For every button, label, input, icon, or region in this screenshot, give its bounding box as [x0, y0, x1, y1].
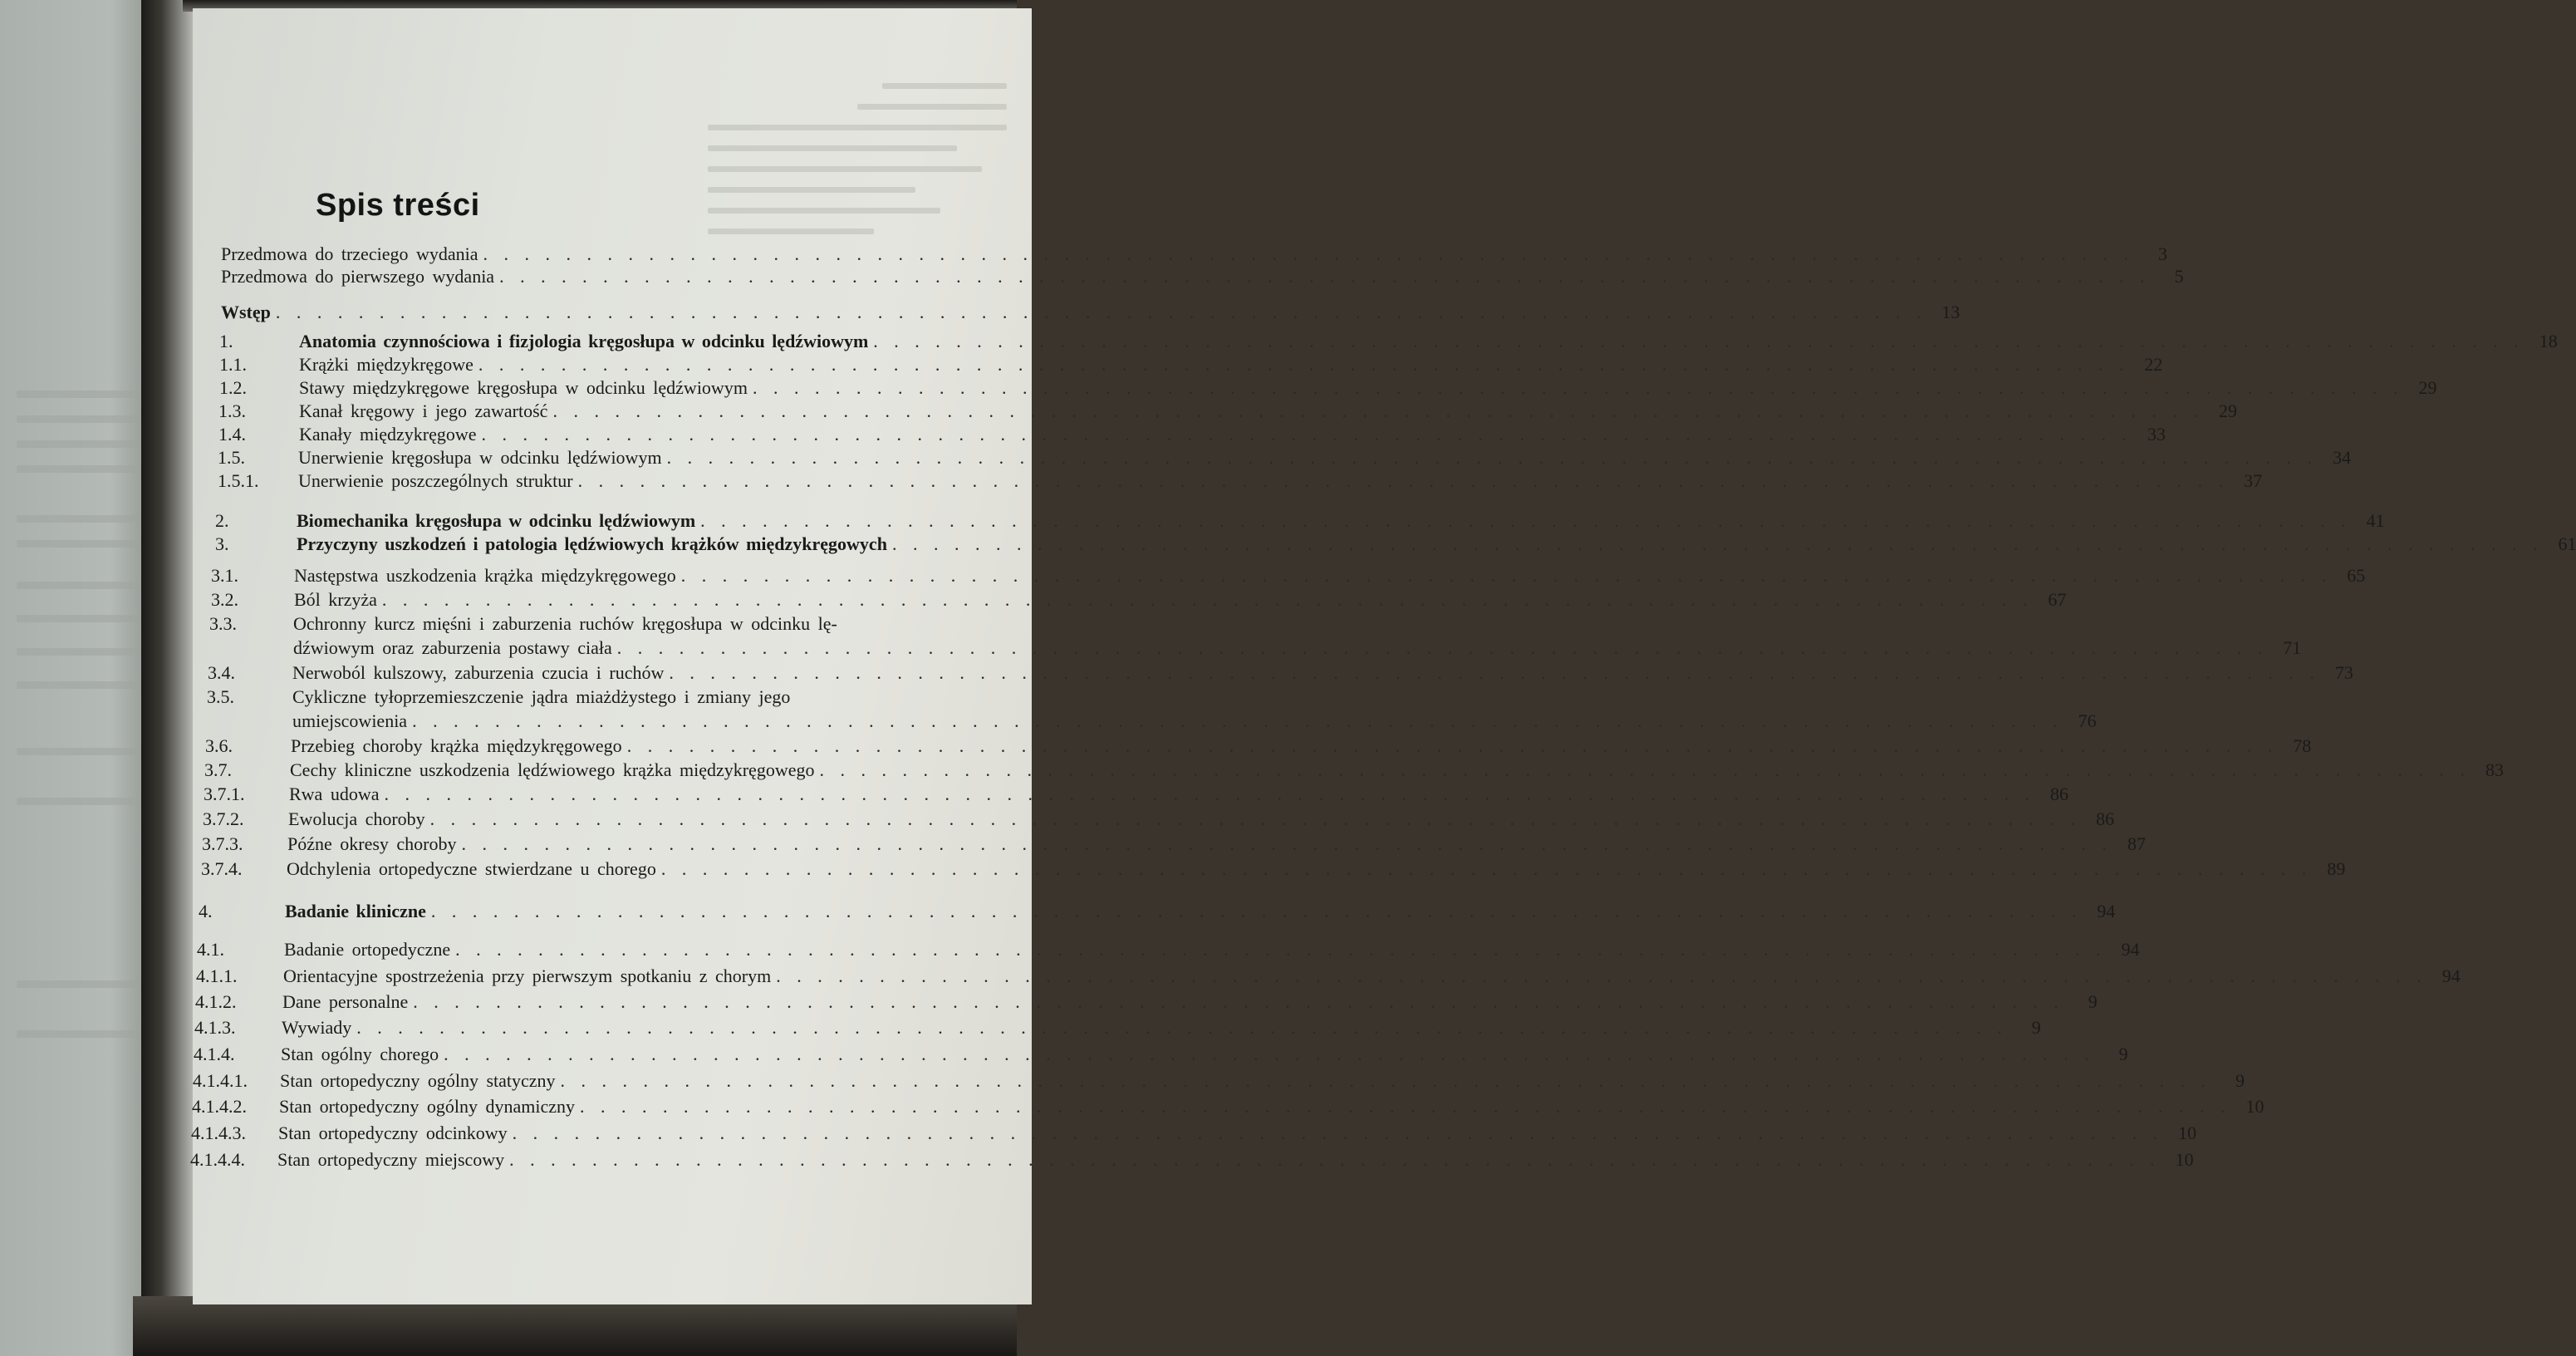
toc-entry-text: Stan ortopedyczny ogólny dynamiczny: [279, 1096, 575, 1117]
toc-entry-number: 4.1.1.: [196, 965, 238, 986]
toc-page-number: 71: [2283, 637, 2302, 658]
toc-page-number: 87: [2127, 833, 2147, 854]
toc-entry-4-1: [197, 937, 2140, 962]
dot-leader: . . . . . . . . . . . . . . . . . . . . . . . . . . . . . . . . . . . . . . . . . . . . . . . . . . . . . . . . . . . . . . . . . . . . . . . . . . . . . . . .: [891, 533, 2544, 554]
toc-entry-text: Przebieg choroby krążka międzykręgowego: [291, 735, 622, 756]
toc-entry-text: Nerwoból kulszowy, zaburzenia czucia i ruchów: [292, 662, 665, 683]
toc-page-number: 94: [2121, 939, 2140, 960]
toc-entry-number: 3.1.: [211, 565, 238, 586]
toc-entry-number: 4.: [199, 901, 213, 921]
toc-entry-number: 1.1.: [219, 354, 247, 375]
toc-entry-text: Wywiady: [282, 1017, 352, 1038]
toc-entry-3: [215, 532, 2576, 557]
toc-page-number: 94: [2097, 901, 2116, 921]
toc-entry-3-5: [292, 709, 2097, 734]
toc-entry-4-1-1: [196, 964, 2461, 989]
toc-page-number: 61: [2558, 533, 2576, 554]
toc-entry-number: 1.5.1.: [218, 470, 259, 491]
toc-entry-text: Unerwienie poszczególnych struktur: [298, 470, 573, 491]
dot-leader: . . . . . . . . . . . . . . . . . . . . . . . . . . . . . . . . . . . . . . . . . . . . . . . . . . . . . . . . . . . . . . . . . . . . . . . . . . . . . . . .: [752, 377, 2404, 398]
dot-leader: . . . . . . . . . . . . . . . . . . . . . . . . . . . . . . . . . . . . . . . . . . . . . . . . . . . . . . . . . . . . . . . . . . . . . . . . . . . . . . . .: [381, 589, 2034, 610]
toc-entry-przedmowa-do-pierwszego-wydania: [221, 264, 2184, 289]
dot-leader: . . . . . . . . . . . . . . . . . . . . . . . . . . . . . . . . . . . . . . . . . . . . . . . . . . . . . . . . . . . . . . . . . . . . . . . . . . . . . . . .: [356, 1017, 2008, 1038]
toc-page: [190, 8, 2576, 1304]
dot-leader: . . . . . . . . . . . . . . . . . . . . . . . . . . . . . . . . . . . . . . . . . . . . . . . . . . . . . . . . . . . . . . . . . . . . . . . . . . . . . . . .: [509, 1149, 2161, 1170]
toc-entry-przedmowa-do-trzeciego-wydania: [221, 242, 2167, 267]
toc-entry-number: 3.6.: [205, 735, 233, 756]
toc-entry-text: Stan ortopedyczny odcinkowy: [278, 1123, 508, 1143]
toc-entry-number: 4.1.: [197, 939, 224, 960]
toc-page-number: 10: [2245, 1096, 2264, 1117]
dot-leader: . . . . . . . . . . . . . . . . . . . . . . . . . . . . . . . . . . . . . . . . . . . . . . . . . . . . . . . . . . . . . . . . . . . . . . . . . . . . . . . .: [512, 1123, 2164, 1143]
toc-entry-1: [219, 329, 2558, 354]
toc-entry-text: Ewolucja choroby: [288, 808, 425, 829]
toc-entry-3-4: [208, 661, 2353, 685]
dot-leader: . . . . . . . . . . . . . . . . . . . . . . . . . . . . . . . . . . . . . . . . . . . . . . . . . . . . . . . . . . . . . . . . . . . . . . . . . . . . . . . .: [478, 354, 2130, 375]
dot-leader: . . . . . . . . . . . . . . . . . . . . . . . . . . . . . . . . . . . . . . . . . . . . . . . . . . . . . . . . . . . . . . . . . . . . . . . . . . . . . . . .: [666, 447, 2318, 468]
dot-leader: . . . . . . . . . . . . . . . . . . . . . . . . . . . . . . . . . . . . . . . . . . . . . . . . . . . . . . . . . . . . . . . . . . . . . . . . . . . . . . . .: [444, 1044, 2095, 1064]
toc-entry-text: Anatomia czynnościowa i fizjologia kręgosłupa w odcinku lędźwiowym: [299, 331, 869, 351]
toc-entry-text: Przedmowa do trzeciego wydania: [221, 243, 478, 264]
toc-entry-number: 3.3.: [209, 613, 237, 634]
toc-entry-text: Stan ortopedyczny miejscowy: [277, 1149, 505, 1170]
dot-leader: . . . . . . . . . . . . . . . . . . . . . . . . . . . . . . . . . . . . . . . . . . . . . . . . . . . . . . . . . . . . . . . . . . . . . . . . . . . . . . . .: [430, 901, 2083, 921]
toc-entry-number: 3.7.4.: [201, 858, 243, 879]
toc-entry-text: Wstęp: [221, 302, 271, 322]
toc-entry-number: 3.7.1.: [204, 784, 245, 804]
dot-leader: . . . . . . . . . . . . . . . . . . . . . . . . . . . . . . . . . . . . . . . . . . . . . . . . . . . . . . . . . . . . . . . . . . . . . . . . . . . . . . . .: [776, 965, 2427, 986]
toc-entry-wstep: [221, 300, 1960, 325]
toc-entry-3-7: [204, 758, 2504, 783]
toc-entry-4-1-2: [195, 990, 2098, 1015]
dot-leader: . . . . . . . . . . . . . . . . . . . . . . . . . . . . . . . . . . . . . . . . . . . . . . . . . . . . . . . . . . . . . . . . . . . . . . . . . . . . . . . .: [412, 710, 2063, 731]
toc-page-number: 33: [2147, 424, 2166, 445]
dot-leader: . . . . . . . . . . . . . . . . . . . . . . . . . . . . . . . . . . . . . . . . . . . . . . . . . . . . . . . . . . . . . . . . . . . . . . . . . . . . . . . .: [483, 243, 2134, 264]
toc-entry-4-1-4-4: [190, 1147, 2194, 1172]
toc-page-number: 29: [2218, 400, 2237, 421]
toc-entry-text: Kanał kręgowy i jego zawartość: [299, 400, 548, 421]
toc-entry-4-1-4-1: [193, 1069, 2245, 1093]
toc-entry-1-5: [218, 445, 2352, 470]
dot-leader: . . . . . . . . . . . . . . . . . . . . . . . . . . . . . . . . . . . . . . . . . . . . . . . . . . . . . . . . . . . . . . . . . . . . . . . . . . . . . . . .: [481, 424, 2133, 445]
dot-leader: . . . . . . . . . . . . . . . . . . . . . . . . . . . . . . . . . . . . . . . . . . . . . . . . . . . . . . . . . . . . . . . . . . . . . . . . . . . . . . . .: [455, 939, 2107, 960]
toc-page-number: 22: [2144, 354, 2163, 375]
toc-entry-2: [215, 508, 2385, 533]
toc-entry-1-1: [219, 352, 2163, 377]
toc-entry-number: 4.1.3.: [194, 1017, 236, 1038]
toc-entry-3-7-4: [201, 857, 2346, 882]
toc-entry-text: Krążki międzykręgowe: [299, 354, 473, 375]
toc-page-number: 94: [2441, 965, 2461, 986]
toc-page-number: 86: [2096, 808, 2115, 829]
toc-entry-3-2: [211, 587, 2067, 612]
dot-leader: . . . . . . . . . . . . . . . . . . . . . . . . . . . . . . . . . . . . . . . . . . . . . . . . . . . . . . . . . . . . . . . . . . . . . . . . . . . . . . . .: [413, 991, 2064, 1012]
toc-entry-number: 3.2.: [211, 589, 238, 610]
toc-entry-number: 1.4.: [218, 424, 246, 445]
toc-page-number: 86: [2049, 784, 2068, 804]
toc-page-number: 89: [2327, 858, 2346, 879]
toc-entry-text: Ból krzyża: [294, 589, 377, 610]
toc-page-number: 3: [2158, 243, 2167, 264]
toc-page-number: 83: [2485, 759, 2504, 780]
toc-page-number: 34: [2333, 447, 2352, 468]
toc-entry-text: Przyczyny uszkodzeń i patologia lędźwiowych krążków międzykręgowych: [297, 533, 887, 554]
left-page: [0, 0, 158, 1356]
toc-entry-4-1-4-3: [191, 1121, 2197, 1146]
toc-entry-3-1: [211, 563, 2366, 588]
toc-entry-text: Unerwienie kręgosłupa w odcinku lędźwiowym: [298, 447, 662, 468]
toc-page-number: 9: [2118, 1044, 2128, 1064]
toc-entry-text: Cechy kliniczne uszkodzenia lędźwiowego krążka międzykręgowego: [290, 759, 815, 780]
toc-entry-text: Odchylenia ortopedyczne stwierdzane u chorego: [287, 858, 656, 879]
toc-entry-text: Późne okresy choroby: [287, 833, 457, 854]
toc-entry-number: 4.1.2.: [195, 991, 237, 1012]
dot-leader: . . . . . . . . . . . . . . . . . . . . . . . . . . . . . . . . . . . . . . . . . . . . . . . . . . . . . . . . . . . . . . . . . . . . . . . . . . . . . . . .: [616, 637, 2269, 658]
toc-entry-text: Biomechanika kręgosłupa w odcinku lędźwiowym: [297, 510, 696, 531]
toc-entry-1-4: [218, 422, 2166, 447]
toc-entry-text-continued: dźwiowym oraz zaburzenia postawy ciała: [293, 637, 612, 658]
toc-page-number: 37: [2244, 470, 2263, 491]
toc-entry-number: 4.1.4.4.: [190, 1149, 245, 1170]
toc-page-number: 29: [2418, 377, 2437, 398]
toc-page-number: 73: [2334, 662, 2353, 683]
page-title: Spis treści: [316, 188, 480, 223]
dot-leader: . . . . . . . . . . . . . . . . . . . . . . . . . . . . . . . . . . . . . . . . . . . . . . . . . . . . . . . . . . . . . . . . . . . . . . . . . . . . . . . .: [384, 784, 2035, 804]
dot-leader: . . . . . . . . . . . . . . . . . . . . . . . . . . . . . . . . . . . . . . . . . . . . . . . . . . . . . . . . . . . . . . . . . . . . . . . . . . . . . . . .: [626, 735, 2279, 756]
toc-entry-number: 1.3.: [218, 400, 246, 421]
toc-page-number: 9: [2088, 991, 2098, 1012]
dot-leader: . . . . . . . . . . . . . . . . . . . . . . . . . . . . . . . . . . . . . . . . . . . . . . . . . . . . . . . . . . . . . . . . . . . . . . . . . . . . . . . .: [560, 1070, 2212, 1091]
toc-entry-number: 3.: [215, 533, 229, 554]
dot-leader: . . . . . . . . . . . . . . . . . . . . . . . . . . . . . . . . . . . . . . . . . . . . . . . . . . . . . . . . . . . . . . . . . . . . . . . . . . . . . . . .: [461, 833, 2113, 854]
toc-page-number: 9: [2235, 1070, 2245, 1091]
toc-entry-number: 3.4.: [208, 662, 235, 683]
dot-leader: . . . . . . . . . . . . . . . . . . . . . . . . . . . . . . . . . . . . . . . . . . . . . . . . . . . . . . . . . . . . . . . . . . . . . . . . . . . . . . . .: [873, 331, 2524, 351]
dot-leader: . . . . . . . . . . . . . . . . . . . . . . . . . . . . . . . . . . . . . . . . . . . . . . . . . . . . . . . . . . . . . . . . . . . . . . . . . . . . . . . .: [680, 565, 2333, 586]
toc-entry-text: Badanie kliniczne: [285, 901, 426, 921]
toc-page-number: 76: [2078, 710, 2097, 731]
toc-entry-number: 4.1.4.2.: [192, 1096, 247, 1117]
toc-entry-3-7-2: [203, 807, 2115, 832]
toc-entry-text: Badanie ortopedyczne: [284, 939, 451, 960]
toc-entry-text: Rwa udowa: [289, 784, 380, 804]
dot-leader: . . . . . . . . . . . . . . . . . . . . . . . . . . . . . . . . . . . . . . . . . . . . . . . . . . . . . . . . . . . . . . . . . . . . . . . . . . . . . . . .: [819, 759, 2471, 780]
dot-leader: . . . . . . . . . . . . . . . . . . . . . . . . . . . . . . . . . . . . . . . . . . . . . . . . . . . . . . . . . . . . . . . . . . . . . . . . . . . . . . . .: [577, 470, 2230, 491]
toc-entry-1-3: [218, 399, 2237, 424]
toc-entry-number: 3.7.2.: [203, 808, 244, 829]
dot-leader: . . . . . . . . . . . . . . . . . . . . . . . . . . . . . . . . . . . . . . . . . . . . . . . . . . . . . . . . . . . . . . . . . . . . . . . . . . . . . . . .: [660, 858, 2313, 879]
toc-page-number: 5: [2174, 266, 2184, 287]
toc-page-number: 78: [2293, 735, 2312, 756]
toc-entry-text-continued: umiejscowienia: [292, 710, 408, 731]
toc-entry-text: Stan ortopedyczny ogólny statyczny: [280, 1070, 556, 1091]
dot-leader: . . . . . . . . . . . . . . . . . . . . . . . . . . . . . . . . . . . . . . . . . . . . . . . . . . . . . . . . . . . . . . . . . . . . . . . . . . . . . . . .: [275, 302, 1927, 322]
toc-entry-number: 4.1.4.1.: [193, 1070, 248, 1091]
toc-entry-4-1-4: [194, 1042, 2128, 1067]
toc-entry-number: 3.7.: [204, 759, 232, 780]
dot-leader: . . . . . . . . . . . . . . . . . . . . . . . . . . . . . . . . . . . . . . . . . . . . . . . . . . . . . . . . . . . . . . . . . . . . . . . . . . . . . . . .: [579, 1096, 2231, 1117]
dot-leader: . . . . . . . . . . . . . . . . . . . . . . . . . . . . . . . . . . . . . . . . . . . . . . . . . . . . . . . . . . . . . . . . . . . . . . . . . . . . . . . .: [429, 808, 2082, 829]
dot-leader: . . . . . . . . . . . . . . . . . . . . . . . . . . . . . . . . . . . . . . . . . . . . . . . . . . . . . . . . . . . . . . . . . . . . . . . . . . . . . . . .: [552, 400, 2204, 421]
toc-entry-text: Ochronny kurcz mięśni i zaburzenia ruchów kręgosłupa w odcinku lę-: [293, 613, 837, 634]
toc-entry-text: Przedmowa do pierwszego wydania: [221, 266, 495, 287]
toc-entry-text: Cykliczne tyłoprzemieszczenie jądra miażdżystego i zmiany jego: [292, 686, 791, 707]
toc-entry-number: 3.7.3.: [202, 833, 243, 854]
page-bottom-edge: [133, 1296, 1017, 1356]
toc-entry-number: 4.1.4.: [194, 1044, 235, 1064]
toc-entry-text: Dane personalne: [282, 991, 409, 1012]
toc-entry-4: [199, 899, 2116, 924]
toc-entry-text: Orientacyjne spostrzeżenia przy pierwszym spotkaniu z chorym: [283, 965, 772, 986]
toc-entry-number: 2.: [215, 510, 229, 531]
dot-leader: . . . . . . . . . . . . . . . . . . . . . . . . . . . . . . . . . . . . . . . . . . . . . . . . . . . . . . . . . . . . . . . . . . . . . . . . . . . . . . . .: [700, 510, 2352, 531]
toc-entry-3-7-3: [202, 832, 2147, 857]
toc-entry-number: 4.1.4.3.: [191, 1123, 246, 1143]
toc-entry-3-6: [205, 734, 2312, 759]
toc-entry-text: Stan ogólny chorego: [281, 1044, 439, 1064]
dot-leader: . . . . . . . . . . . . . . . . . . . . . . . . . . . . . . . . . . . . . . . . . . . . . . . . . . . . . . . . . . . . . . . . . . . . . . . . . . . . . . . .: [669, 662, 2320, 683]
toc-page-number: 65: [2347, 565, 2366, 586]
toc-entry-number: 1.: [219, 331, 233, 351]
toc-page-number: 13: [1941, 302, 1960, 322]
toc-entry-4-1-4-2: [192, 1094, 2264, 1119]
table-of-contents: [190, 8, 2576, 1304]
toc-entry-number: 1.5.: [218, 447, 245, 468]
toc-entry-4-1-3: [194, 1015, 2041, 1040]
toc-entry-3-7-1: [204, 782, 2068, 807]
toc-page-number: 9: [2031, 1017, 2041, 1038]
toc-entry-number: 1.2.: [219, 377, 247, 398]
dot-leader: . . . . . . . . . . . . . . . . . . . . . . . . . . . . . . . . . . . . . . . . . . . . . . . . . . . . . . . . . . . . . . . . . . . . . . . . . . . . . . . .: [499, 266, 2151, 287]
toc-entry-text: Stawy międzykręgowe kręgosłupa w odcinku lędźwiowym: [299, 377, 748, 398]
toc-entry-1-5-1: [218, 469, 2263, 494]
toc-entry-3-3: [293, 636, 2302, 661]
toc-entry-text: Kanały międzykręgowe: [299, 424, 477, 445]
toc-page-number: 10: [2175, 1149, 2194, 1170]
toc-page-number: 18: [2539, 331, 2558, 351]
toc-entry-number: 3.5.: [207, 686, 234, 707]
toc-entry-1-2: [219, 376, 2437, 400]
toc-page-number: 10: [2178, 1123, 2197, 1143]
toc-page-number: 67: [2048, 589, 2067, 610]
toc-entry-text: Następstwa uszkodzenia krążka międzykręgowego: [294, 565, 676, 586]
toc-page-number: 41: [2366, 510, 2385, 531]
